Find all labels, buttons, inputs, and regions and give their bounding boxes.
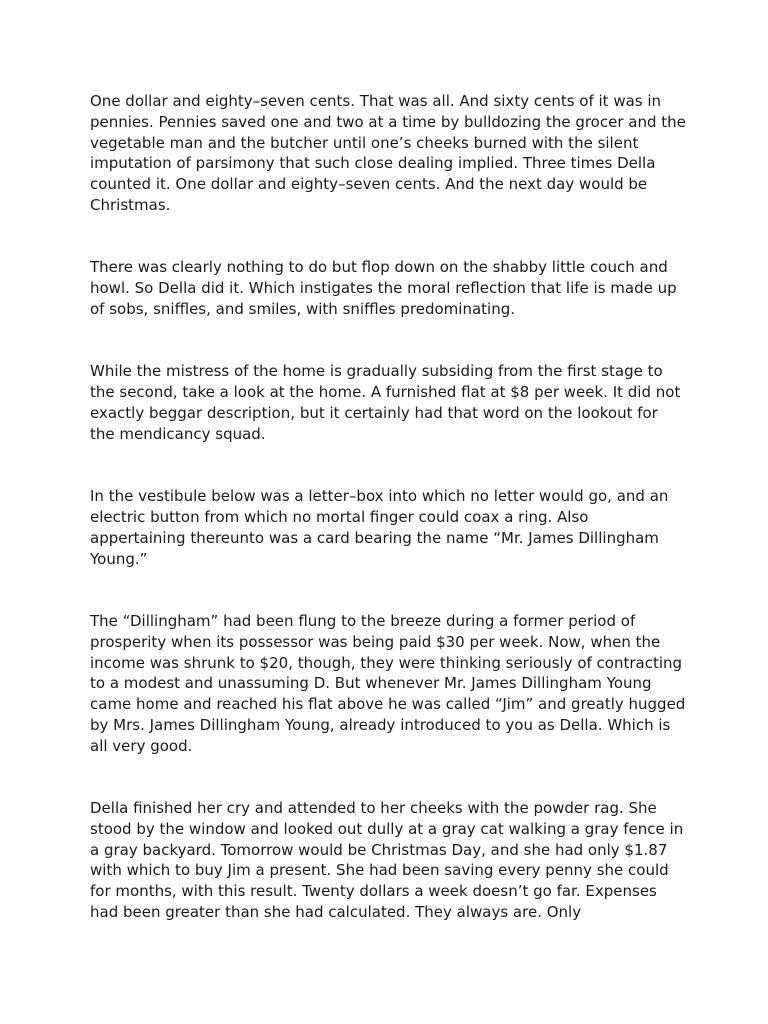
paragraph-1: One dollar and eighty–seven cents. That was all. And sixty cents of it was in pennies. Pennies saved one and two at a time by bulldozing the grocer and the vegetable man and the butcher until one’s cheeks burned with the silent imputation of parsimony that such close dealing implied. Three times Della counted it. One dollar and eighty–seven cents. And the next day would be Christmas. — [90, 92, 686, 214]
paragraph-6: Della finished her cry and attended to her cheeks with the powder rag. She stood by the window and looked out dully at a gray cat walking a gray fence in a gray backyard. Tomorrow would be Christmas Day, and she had only $1.87 with which to buy Jim a present. She had been saving every penny she could for months, with this result. Twenty dollars a week doesn’t go far. Expenses had been greater than she had calculated. They always are. Only — [90, 799, 684, 922]
document-page — [90, 91, 686, 964]
paragraph-3: While the mistress of the home is gradually subsiding from the first stage to the second, take a look at the home. A furnished flat at $8 per week. It did not exactly beggar description, but it certainly had that word on the lookout for the mendicancy squad. — [90, 362, 681, 443]
paragraph-4: In the vestibule below was a letter–box into which no letter would go, and an electric button from which no mortal finger could coax a ring. Also appertaining thereunto was a card bearing the name “Mr. James Dillingham Young.” — [90, 487, 669, 568]
paragraph-2: There was clearly nothing to do but flop down on the shabby little couch and howl. So Della did it. Which instigates the moral reflection that life is made up of sobs, sniffles, and smiles, with sniffles predominating. — [90, 258, 677, 318]
paragraph-5: The “Dillingham” had been flung to the breeze during a former period of prosperity when its possessor was being paid $30 per week. Now, when the income was shrunk to $20, though, they were thinking seriously of contracting to a modest and unassuming D. But whenever Mr. James Dillingham Young came home and reached his flat above he was called “Jim” and greatly hugged by Mrs. James Dillingham Young, already introduced to you as Della. Which is all very good. — [90, 611, 686, 755]
